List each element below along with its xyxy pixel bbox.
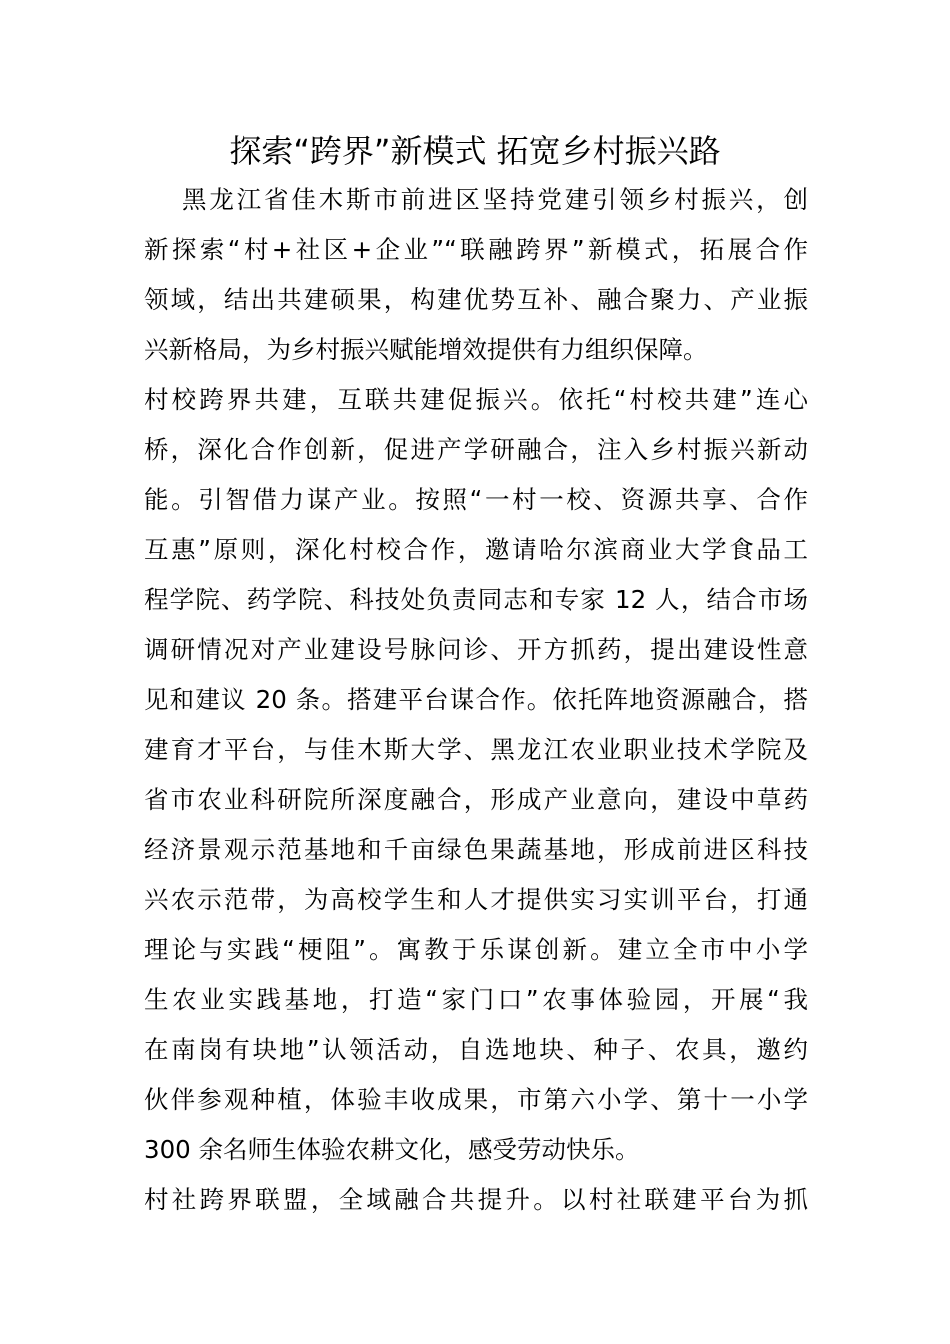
paragraph-line: 村社跨界联盟，全域融合共提升。以村社联建平台为抓 bbox=[144, 1185, 808, 1214]
paragraph-line: 兴农示范带，为高校学生和人才提供实习实训平台，打通 bbox=[144, 885, 808, 914]
paragraph-line: 300 余名师生体验农耕文化，感受劳动快乐。 bbox=[144, 1135, 640, 1164]
paragraph-line: 伙伴参观种植，体验丰收成果，市第六小学、第十一小学 bbox=[144, 1085, 808, 1114]
paragraph-line: 省市农业科研院所深度融合，形成产业意向，建设中草药 bbox=[144, 785, 808, 814]
paragraph-line: 新探索“村+社区+企业”“联融跨界”新模式，拓展合作 bbox=[144, 235, 808, 264]
paragraph-line: 领域，结出共建硕果，构建优势互补、融合聚力、产业振 bbox=[144, 285, 808, 314]
paragraph-line: 见和建议 20 条。搭建平台谋合作。依托阵地资源融合，搭 bbox=[144, 685, 808, 714]
paragraph-line: 互惠”原则，深化村校合作，邀请哈尔滨商业大学食品工 bbox=[144, 535, 808, 564]
paragraph-line: 黑龙江省佳木斯市前进区坚持党建引领乡村振兴，创 bbox=[144, 185, 808, 214]
paragraph-line: 在南岗有块地”认领活动，自选地块、种子、农具，邀约 bbox=[144, 1035, 808, 1064]
document-title: 探索“跨界”新模式 拓宽乡村振兴路 bbox=[229, 132, 721, 170]
paragraph-line: 生农业实践基地，打造“家门口”农事体验园，开展“我 bbox=[144, 985, 808, 1014]
paragraph-line: 理论与实践“梗阻”。寓教于乐谋创新。建立全市中小学 bbox=[144, 935, 808, 964]
paragraph-line: 桥，深化合作创新，促进产学研融合，注入乡村振兴新动 bbox=[144, 435, 808, 464]
paragraph-line: 调研情况对产业建设号脉问诊、开方抓药，提出建设性意 bbox=[144, 635, 808, 664]
paragraph-line: 建育才平台，与佳木斯大学、黑龙江农业职业技术学院及 bbox=[144, 735, 808, 764]
paragraph-line: 村校跨界共建，互联共建促振兴。依托“村校共建”连心 bbox=[144, 385, 808, 414]
paragraph-line: 兴新格局，为乡村振兴赋能增效提供有力组织保障。 bbox=[144, 335, 708, 364]
paragraph-line: 程学院、药学院、科技处负责同志和专家 12 人，结合市场 bbox=[144, 585, 808, 614]
paragraph-line: 能。引智借力谋产业。按照“一村一校、资源共享、合作 bbox=[144, 485, 808, 514]
paragraph-line: 经济景观示范基地和千亩绿色果蔬基地，形成前进区科技 bbox=[144, 835, 808, 864]
